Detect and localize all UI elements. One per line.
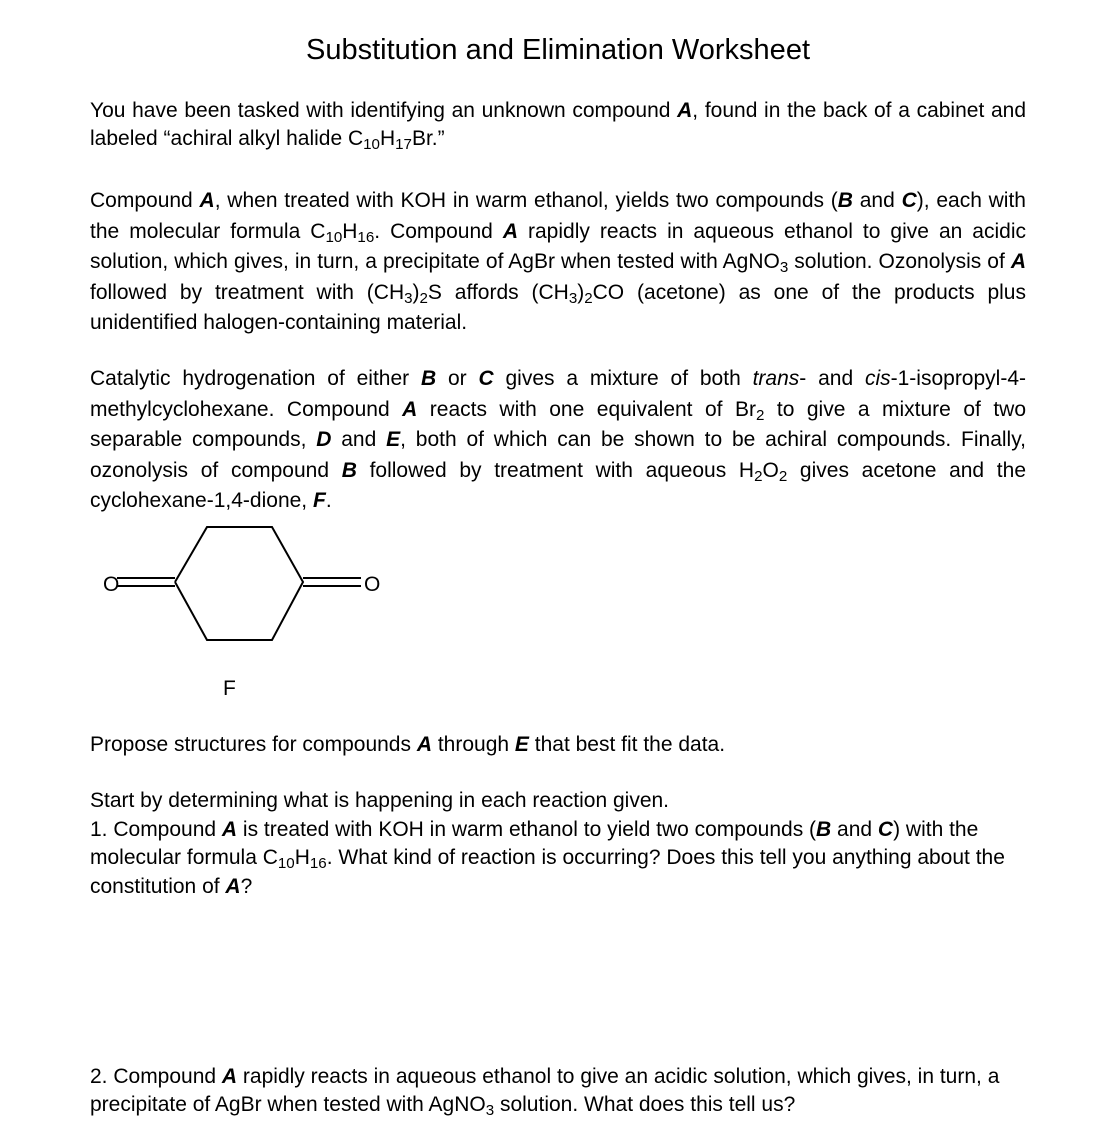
carbonyl-bonds	[117, 578, 361, 586]
compound-label: A	[677, 99, 693, 122]
page-title: Substitution and Elimination Worksheet	[305, 34, 811, 66]
structure-label: F	[223, 677, 236, 700]
start-line: Start by determining what is happening in each reaction given.	[90, 789, 670, 812]
propose-instruction: Propose structures for compounds A through E that best fit the data.	[90, 733, 726, 756]
reaction-paragraph: Compound A, when treated with KOH in warm ethanol, yields two compounds (B and C), each with the molecular formula $C_{10}H_{16}$. Compound A rapidly reacts in aqueous ethanol to give an acidic solution, which gives, in turn, a precipitate of AgBr when tested with AgNO$_3$ solution. Ozonolysis of A followed by treatment with $(CH_3)_2S$ affords $(CH_3)_2CO$ (acetone) as one of the products plus unidentified halogen-containing material.	[90, 189, 1026, 334]
oxygen-left-atom: O	[103, 573, 120, 596]
cyclohexane-dione-structure	[85, 515, 405, 665]
intro-paragraph: You have been tasked with identifying an unknown compound A, found in the back of a cabinet and labeled “achiral alkyl halide $C_{10}H_{17}Br$.”	[90, 99, 1027, 154]
question-1: Start by determining what is happening in each reaction given. 1. Compound A is treated with KOH in warm ethanol to yield two compounds (B and C) with the molecular formula $C_{10}H_{16}$. What kind of reaction is occurring? Does this tell you anything about the constitution of A?	[90, 789, 1005, 898]
oxygen-right-atom: O	[364, 573, 381, 596]
ring-bonds	[175, 527, 303, 640]
question-2: 2. Compound A rapidly reacts in aqueous ethanol to give an acidic solution, which gives, in turn, a precipitate of AgBr when tested with AgNO$_3$ solution. What does this tell us?	[90, 1065, 1000, 1120]
hydrogenation-paragraph: Catalytic hydrogenation of either B or C gives a mixture of both trans- and cis-1-isopropyl-4-methylcyclohexane. Compound A reacts with one equivalent of $Br_2$ to give a mixture of two separable compounds, D and E, both of which can be shown to be achiral compounds. Finally, ozonolysis of compound B followed by treatment with aqueous $H_2O_2$ gives acetone and the cyclohexane-1,4-dione, F.	[90, 367, 1026, 512]
